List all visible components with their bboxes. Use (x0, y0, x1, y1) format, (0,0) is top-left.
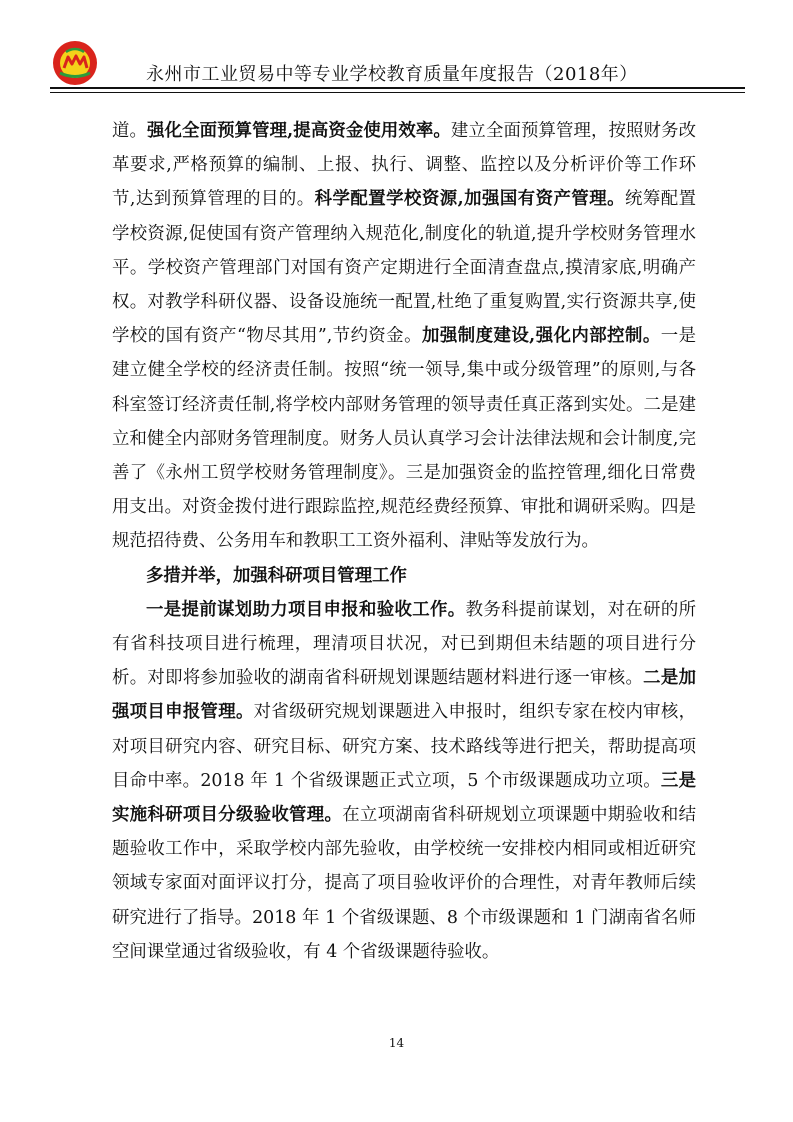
header-divider (50, 87, 745, 93)
bold-phrase: 一是提前谋划助力项目申报和验收工作。 (146, 599, 466, 620)
bold-phrase: 科学配置学校资源,加强国有资产管理。 (314, 189, 625, 210)
text-run: 教务科提前谋划，对在研的所有省科技项目进行梳理，理清项目状况，对已到期但未结题的项目进行分析。对即将参加验收的湖南省科研规划课题结题材料进行逐一审核。 (112, 599, 696, 689)
bold-phrase: 加强制度建设,强化内部控制。 (422, 326, 661, 347)
text-run: 统筹配置学校资源,促使国有资产管理纳入规范化,制度化的轨道,提升学校财务管理水平。学校资产管理部门对国有资产定期进行全面清查盘点,摸清家底,明确产权。对教学科研仪器、设备设施统一配置,杜绝了重复购置,实行资源共享,使学校的国有资产“物尽其用”,节约资金。 (112, 189, 696, 347)
page-header (50, 40, 750, 92)
bold-phrase: 二是加强项目申报管理。 (112, 668, 696, 723)
section-heading (112, 559, 696, 593)
school-emblem-icon (52, 40, 98, 86)
document-body (112, 114, 696, 969)
bold-phrase: 三是实施科研项目分级验收管理。 (112, 770, 696, 826)
header-title: 永州市工业贸易中等专业学校教育质量年度报告（2018年） (146, 64, 638, 85)
paragraph (112, 114, 696, 559)
bold-phrase: 强化全面预算管理,提高资金使用效率。 (147, 121, 451, 141)
text-run: 道。 (112, 121, 148, 141)
text-run: 在立项湖南省科研规划立项课题中期验收和结题验收工作中，采取学校内部先验收，由学校统一安排校内相同或相近研究领域专家面对面评议打分，提高了项目验收评价的合理性，对青年教师后续研究进行了指导。2018 年 1 个省级课题、8 个市级课题和 1 门湖南省名师空间课堂通过省级验收，有 4 个省级课题待验收。 (112, 805, 696, 962)
text-run: 一是建立健全学校的经济责任制。按照“统一领导,集中或分级管理”的原则,与各科室签订经济责任制,将学校内部财务管理的领导责任真正落到实处。二是建立和健全内部财务管理制度。财务人员认真学习会计法律法规和会计制度,完善了《永州工贸学校财务管理制度》。三是加强资金的监控管理,细化日常费用支出。对资金拨付进行跟踪监控,规范经费经预算、审批和调研采购。四是规范招待费、公务用车和教职工工资外福利、津贴等发放行为。 (112, 326, 696, 552)
page-number: 14 (388, 1036, 405, 1050)
paragraph (112, 593, 696, 969)
text-run: 建立全面预算管理，按照财务改革要求,严格预算的编制、上报、执行、调整、监控以及分析评价等工作环节,达到预算管理的目的。 (112, 121, 696, 210)
text-run: 对省级研究规划课题进入申报时，组织专家在校内审核，对项目研究内容、研究目标、研究方案、技术路线等进行把关，帮助提高项目命中率。2018 年 1 个省级课题正式立项，5 个市级课题成功立项。 (112, 702, 696, 791)
bold-phrase: 多措并举，加强科研项目管理工作 (146, 565, 407, 586)
